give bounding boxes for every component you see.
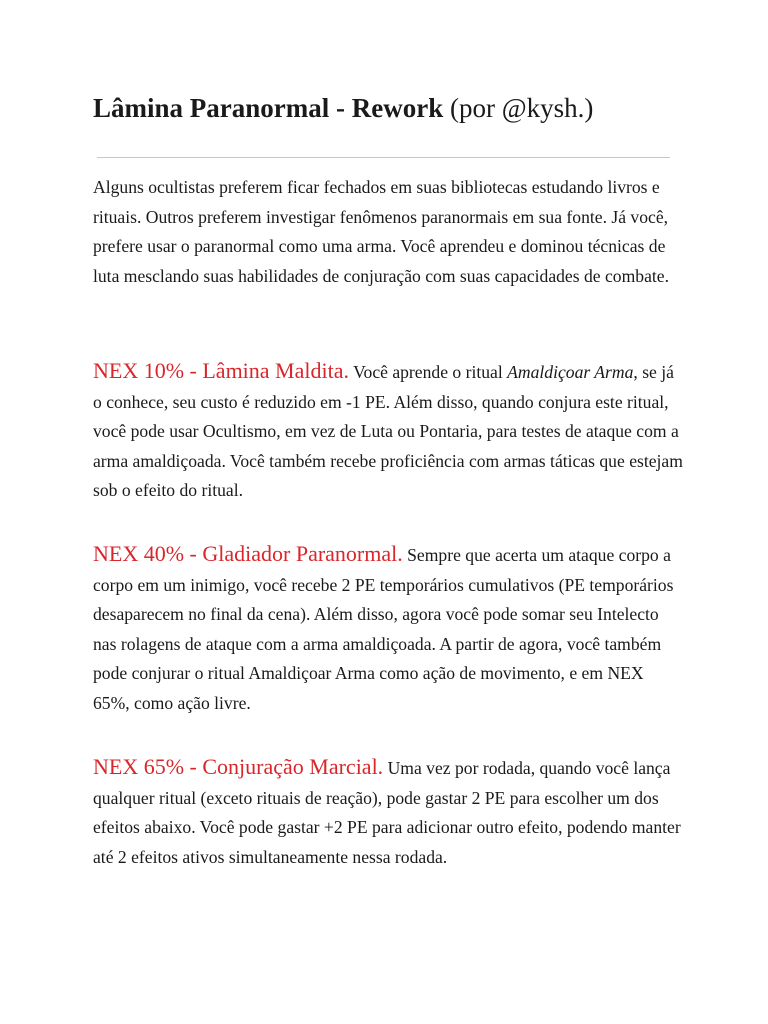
section-heading: NEX 10% - Lâmina Maldita.	[93, 358, 349, 383]
intro-paragraph: Alguns ocultistas preferem ficar fechados em suas bibliotecas estudando livros e rituais. Outros preferem investigar fenômenos paranormais em sua fonte. Já você, prefere usar o paranormal como uma arma. Você aprendeu e dominou técnicas de luta mesclando suas habilidades de conjuração com suas capacidades de combate.	[93, 177, 669, 286]
section-text: Você aprende o ritual	[349, 362, 508, 382]
section-text: , se já o conhece, seu custo é reduzido em -1 PE. Além disso, quando conjura este ritual, você pode usar Ocultismo, em vez de Luta ou Pontaria, para testes de ataque com a arma amaldiçoada. Você também recebe proficiência com armas táticas que estejam sob o efeito do ritual.	[93, 362, 683, 500]
section-nex-65	[93, 752, 683, 872]
ritual-name: Amaldiçoar Arma	[507, 362, 634, 382]
section-heading: NEX 40% - Gladiador Paranormal.	[93, 541, 403, 566]
section-heading: NEX 65% - Conjuração Marcial.	[93, 754, 384, 779]
title-author: (por @kysh.)	[443, 93, 594, 123]
section-nex-10	[93, 356, 683, 506]
section-text: Uma vez por rodada, quando você lança qualquer ritual (exceto rituais de reação), pode gastar 2 PE para escolher um dos efeitos abaixo. Você pode gastar +2 PE para adicionar outro efeito, podendo manter até 2 efeitos ativos simultaneamente nessa rodada.	[93, 758, 681, 867]
document-title	[93, 90, 593, 126]
title-divider	[97, 157, 670, 158]
section-text: Sempre que acerta um ataque corpo a corpo em um inimigo, você recebe 2 PE temporários cumulativos (PE temporários desaparecem no final da cena). Além disso, agora você pode somar seu Intelecto nas rolagens de ataque com a arma amaldiçoada. A partir de agora, você também pode conjurar o ritual Amaldiçoar Arma como ação de movimento, e em NEX 65%, como ação livre.	[93, 545, 674, 713]
title-main: Lâmina Paranormal - Rework	[93, 93, 444, 123]
section-nex-40	[93, 539, 683, 718]
